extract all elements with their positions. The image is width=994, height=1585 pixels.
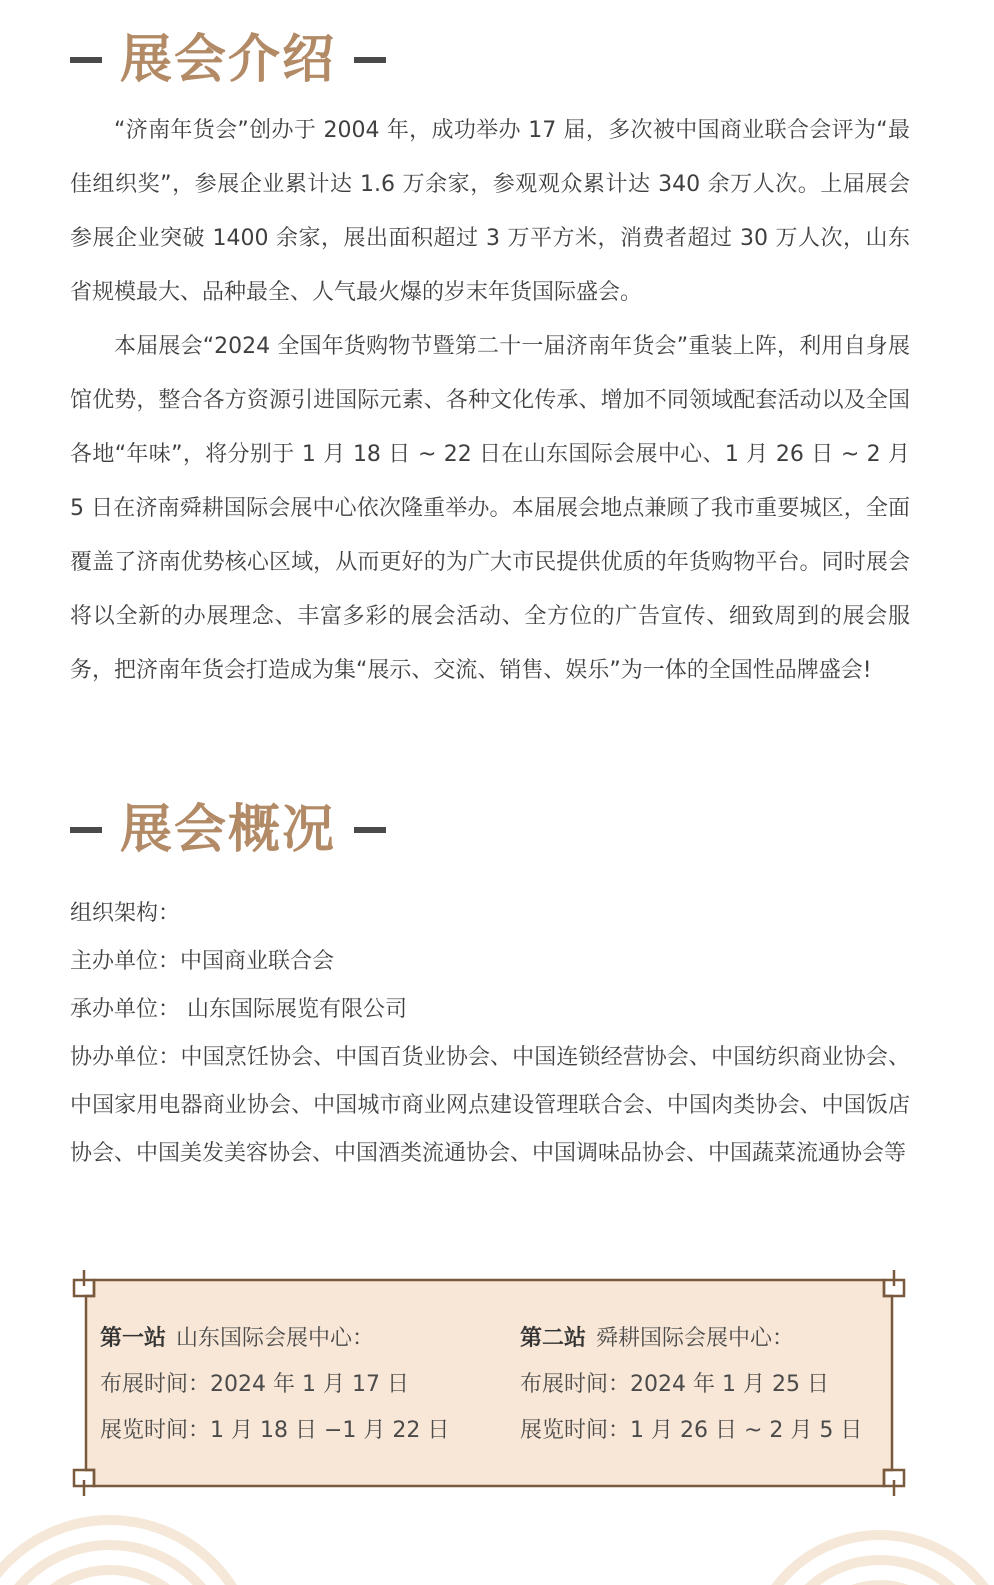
organization-block [70,890,910,1178]
heading-dash-left [70,827,102,833]
heading-dash-right [354,827,386,833]
schedule-box [70,1268,908,1498]
section-heading-overview [70,800,386,860]
station-second-exhibit: 展览时间：1 月 26 日 ~ 2 月 5 日 [520,1418,863,1443]
station-first [100,1316,449,1454]
station-second-setup: 布展时间：2024 年 1 月 25 日 [520,1372,829,1397]
intro-paragraph-1: “济南年货会”创办于 2004 年，成功举办 17 届，多次被中国商业联合会评为“最佳组织奖”，参展企业累计达 1.6 万余家，参观观众累计达 340 余万人次。上届展会参展企业突破 1400 余家，展出面积超过 3 万平方米，消费者超过 30 万人次，山东省规模最大、品种最全、人气最火爆的岁末年货国际盛会。 [70,118,910,305]
station-first-venue: 山东国际会展中心： [176,1326,375,1351]
organizer-unit: 承办单位： 山东国际展览有限公司 [70,997,407,1022]
station-second-label: 第二站 [520,1326,587,1351]
org-structure-title: 组织架构： [70,901,181,926]
station-first-setup: 布展时间：2024 年 1 月 17 日 [100,1372,409,1397]
station-first-exhibit: 展览时间：1 月 18 日 −1 月 22 日 [100,1418,450,1443]
heading-dash-left [70,57,102,63]
section-heading-intro [70,30,386,90]
intro-paragraph-2: 本届展会“2024 全国年货购物节暨第二十一届济南年货会”重装上阵，利用自身展馆优势，整合各方资源引进国际元素、各种文化传承、增加不同领域配套活动以及全国各地“年味”，将分别于 1 月 18 日 ~ 22 日在山东国际会展中心、1 月 26 日 ~ 2 月 5 日在济南舜耕国际会展中心依次隆重举办。本届展会地点兼顾了我市重要城区，全面覆盖了济南优势核心区域，从而更好的为广大市民提供优质的年货购物平台。同时展会将以全新的办展理念、丰富多彩的展会活动、全方位的广告宣传、细致周到的展会服务，把济南年货会打造成为集“展示、交流、销售、娱乐”为一体的全国性品牌盛会! [70,334,910,683]
station-second [520,1316,862,1454]
co-organizer-units: 协办单位：中国烹饪协会、中国百货业协会、中国连锁经营协会、中国纺织商业协会、中国家用电器商业协会、中国城市商业网点建设管理联合会、中国肉类协会、中国饭店协会、中国美发美容协会、中国酒类流通协会、中国调味品协会、中国蔬菜流通协会等 [70,1045,910,1166]
station-second-venue: 舜耕国际会展中心： [596,1326,795,1351]
section-title-overview: 展会概况 [120,800,337,860]
bottom-decoration [0,1495,994,1585]
host-unit: 主办单位：中国商业联合会 [70,949,335,974]
heading-dash-right [354,57,386,63]
station-first-label: 第一站 [100,1326,167,1351]
section-title-intro: 展会介绍 [120,30,337,90]
